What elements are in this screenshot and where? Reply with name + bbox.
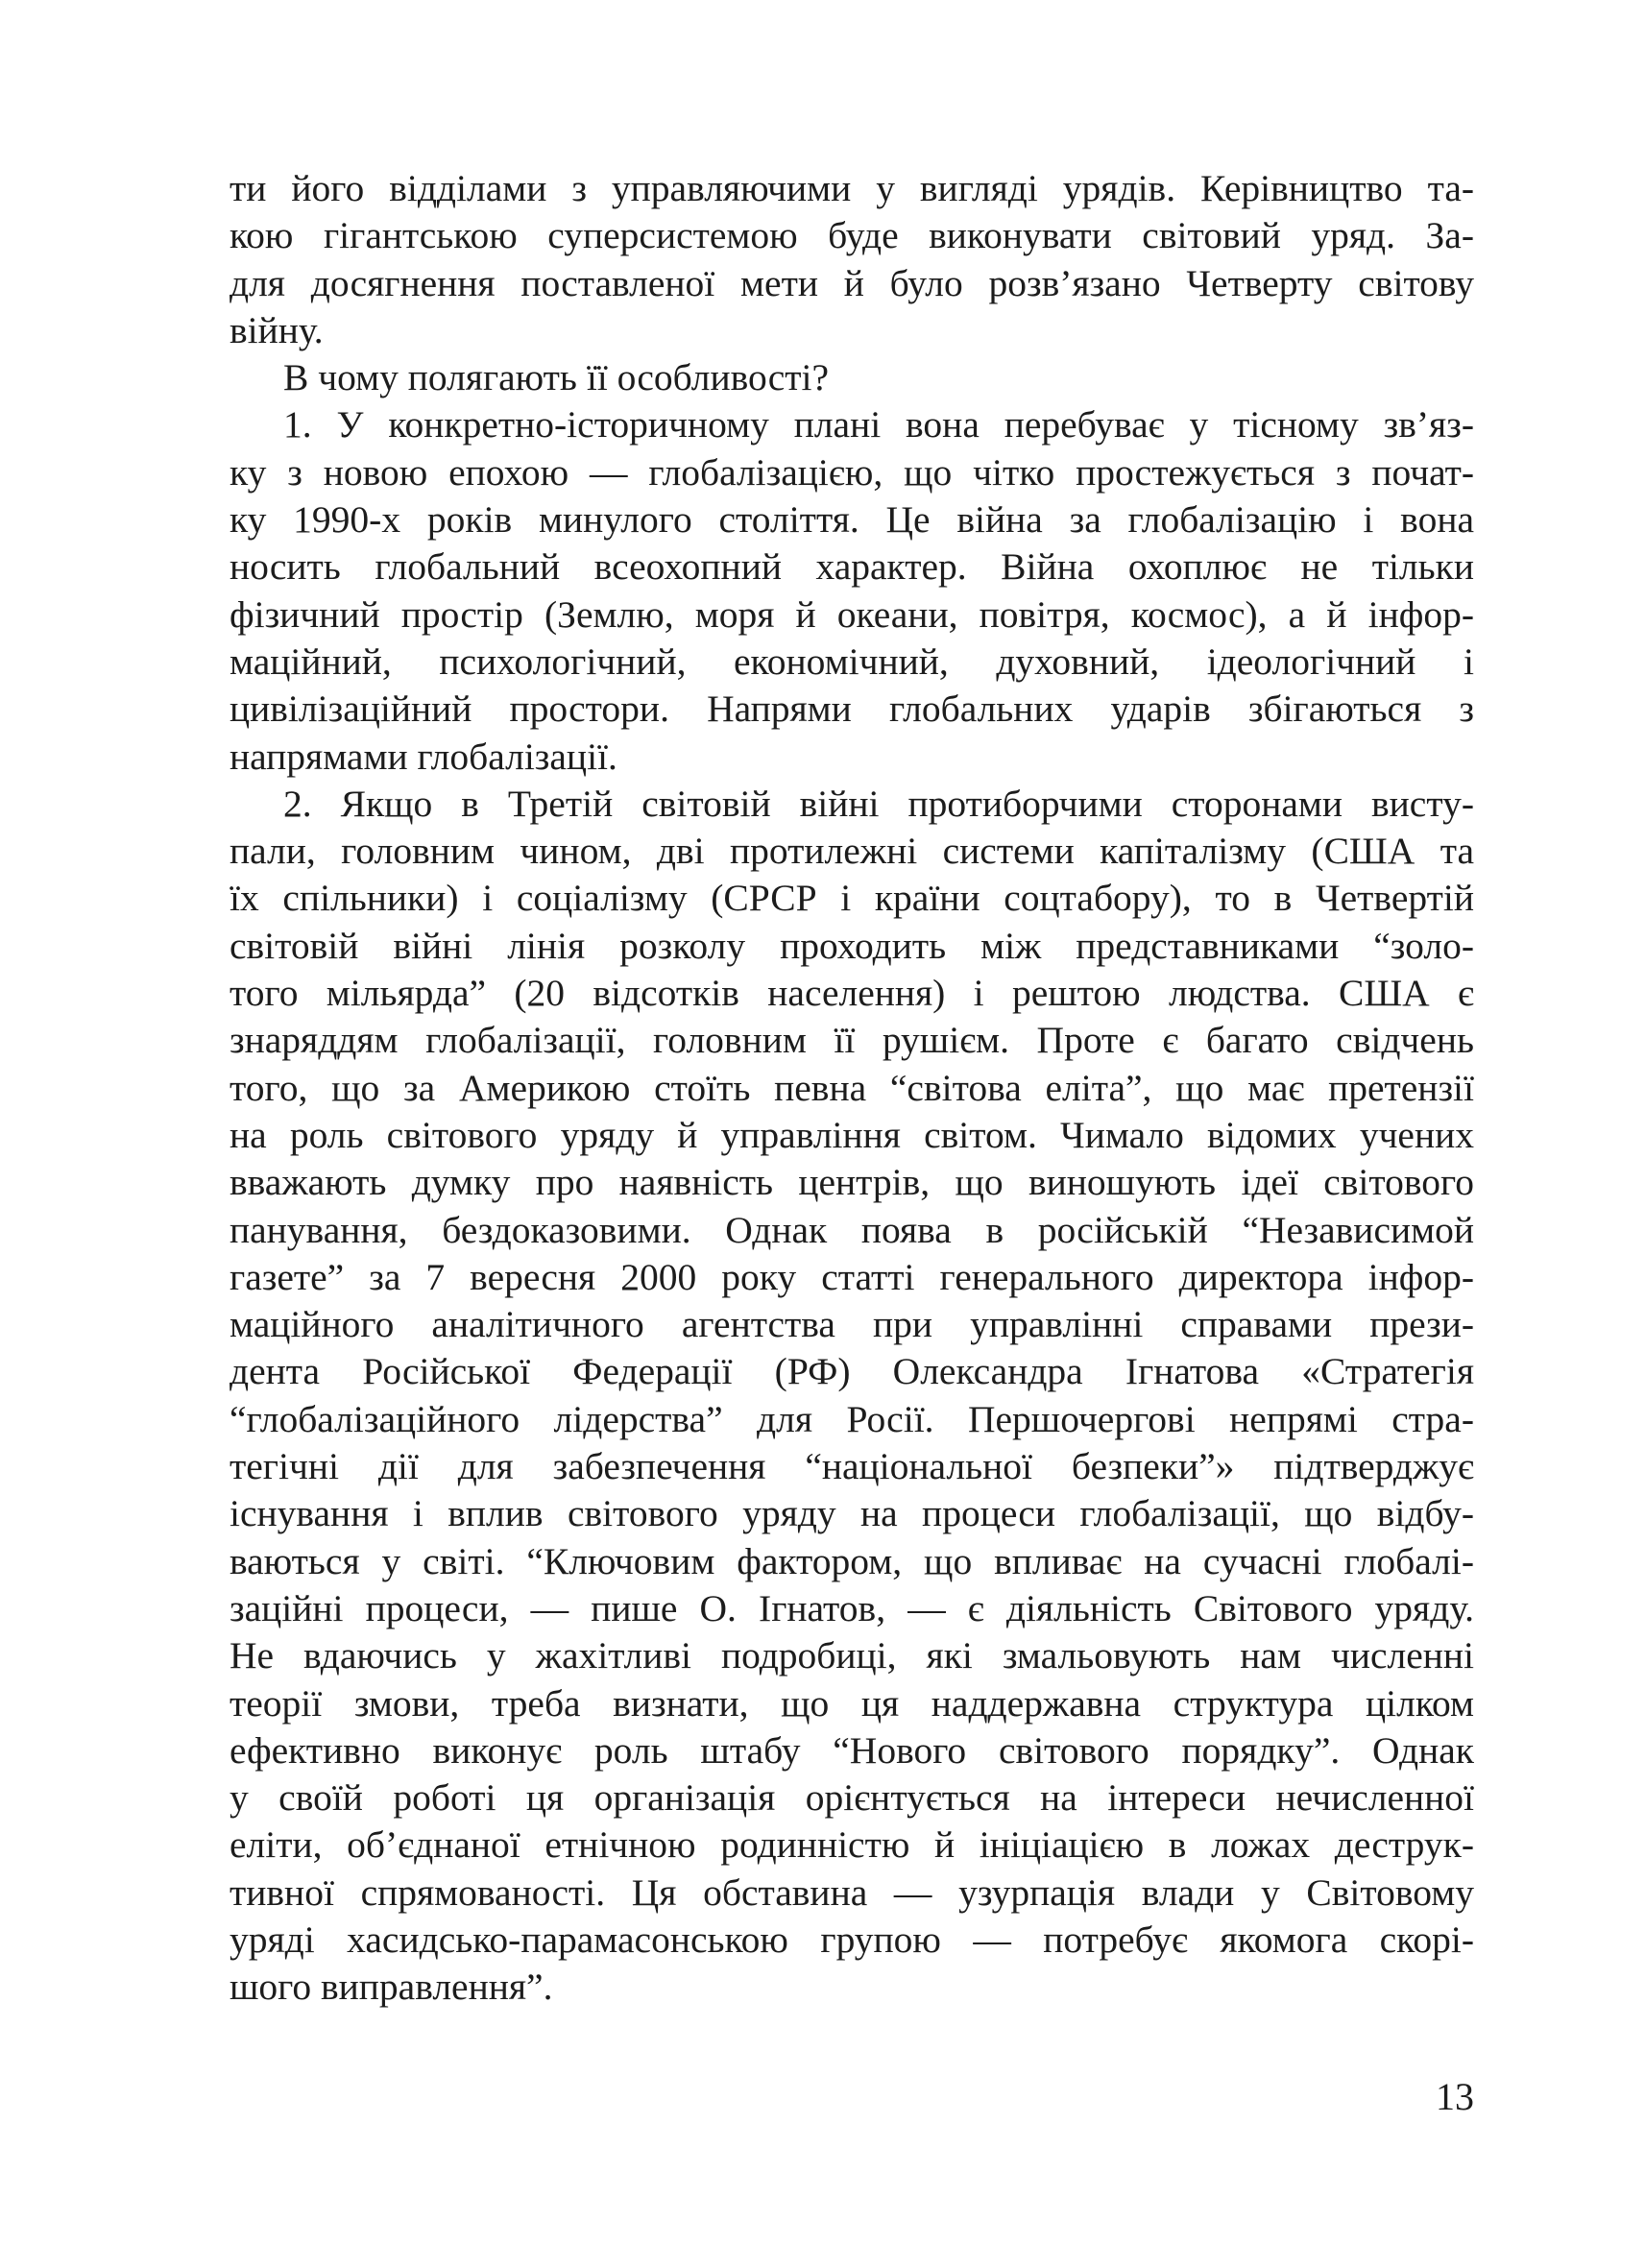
- text-line: В чому полягають її особливості?: [283, 356, 830, 399]
- text-line: маційний, психологічний, економічний, духовний, ідеологічний і: [230, 639, 1474, 683]
- text-line: 2. Якщо в Третій світовій війні протиборчими сторонами висту-: [283, 782, 1474, 825]
- text-line: носить глобальний всеохопний характер. Війна охоплює не тільки: [230, 545, 1474, 589]
- text-line: маційного аналітичного агентства при управлінні справами прези-: [230, 1303, 1474, 1346]
- text-line: напрямами глобалізації.: [230, 735, 617, 778]
- text-line: фізичний простір (Землю, моря й океани, повітря, космос), а й інфор-: [230, 592, 1474, 636]
- body-text: [230, 165, 1474, 2012]
- text-line: пали, головним чином, дві протилежні системи капіталізму (США та: [230, 830, 1474, 873]
- text-line: у своїй роботі ця організація орієнтується на інтереси нечисленної: [230, 1776, 1474, 1820]
- text-line: цивілізаційний простори. Напрями глобальних ударів збігаються з: [230, 688, 1474, 731]
- text-line: “глобалізаційного лідерства” для Росії. Першочергові непрямі стра-: [230, 1397, 1474, 1440]
- text-line: ку з новою епохою — глобалізацією, що чітко простежується з почат-: [230, 450, 1474, 494]
- text-line: вважають думку про наявність центрів, що виношують ідеї світового: [230, 1161, 1474, 1204]
- text-line: газете” за 7 вересня 2000 року статті генерального директора інфор-: [230, 1255, 1474, 1298]
- text-line: уряді хасидсько-парамасонською групою — потребує якомога скорі-: [230, 1918, 1474, 1961]
- text-line: дента Російської Федерації (РФ) Олександра Ігнатова «Стратегія: [230, 1350, 1474, 1393]
- text-line: тивної спрямованості. Ця обставина — узурпація влади у Світовому: [230, 1870, 1474, 1914]
- text-line: панування, бездоказовими. Однак поява в російській “Независимой: [230, 1208, 1474, 1251]
- page-number: 13: [1436, 2075, 1474, 2118]
- text-line: ефективно виконує роль штабу “Нового світового порядку”. Однак: [230, 1728, 1474, 1772]
- text-line: 1. У конкретно-історичному плані вона перебуває у тісному зв’яз-: [283, 403, 1474, 446]
- text-line: для досягнення поставленої мети й було розв’язано Четверту світову: [230, 261, 1474, 304]
- text-line: Не вдаючись у жахітливі подробиці, які змальовують нам численні: [230, 1634, 1474, 1677]
- text-line: на роль світового уряду й управління світом. Чимало відомих учених: [230, 1113, 1474, 1156]
- text-line: теорії змови, треба визнати, що ця наддержавна структура цілком: [230, 1681, 1474, 1725]
- text-line: того, що за Америкою стоїть певна “світова еліта”, що має претензії: [230, 1066, 1474, 1109]
- text-line: заційні процеси, — пише О. Ігнатов, — є діяльність Світового уряду.: [230, 1586, 1474, 1629]
- text-line: існування і вплив світового уряду на процеси глобалізації, що відбу-: [230, 1492, 1474, 1535]
- text-line: війну.: [230, 308, 324, 351]
- text-line: ти його відділами з управляючими у вигляді урядів. Керівництво та-: [230, 167, 1474, 209]
- text-line: знаряддям глобалізації, головним її рушієм. Проте є багато свідчень: [230, 1019, 1474, 1062]
- text-line: тегічні дії для забезпечення “національної безпеки”» підтверджує: [230, 1445, 1474, 1488]
- text-line: кою гігантською суперсистемою буде виконувати світовий уряд. За-: [230, 214, 1474, 257]
- text-line: еліти, об’єднаної етнічною родинністю й ініціацією в ложах деструк-: [230, 1823, 1474, 1867]
- text-line: світовій війні лінія розколу проходить між представниками “золо-: [230, 924, 1474, 967]
- text-line: їх спільники) і соціалізму (СРСР і країни соцтабору), то в Четвертій: [230, 877, 1474, 920]
- text-line: ку 1990-х років минулого століття. Це війна за глобалізацію і вона: [230, 498, 1474, 542]
- text-line: ваються у світі. “Ключовим фактором, що впливає на сучасні глобалі-: [230, 1539, 1474, 1582]
- text-line: того мільярда” (20 відсотків населення) і рештою людства. США є: [230, 972, 1474, 1015]
- text-line: шого виправлення”.: [230, 1966, 553, 2009]
